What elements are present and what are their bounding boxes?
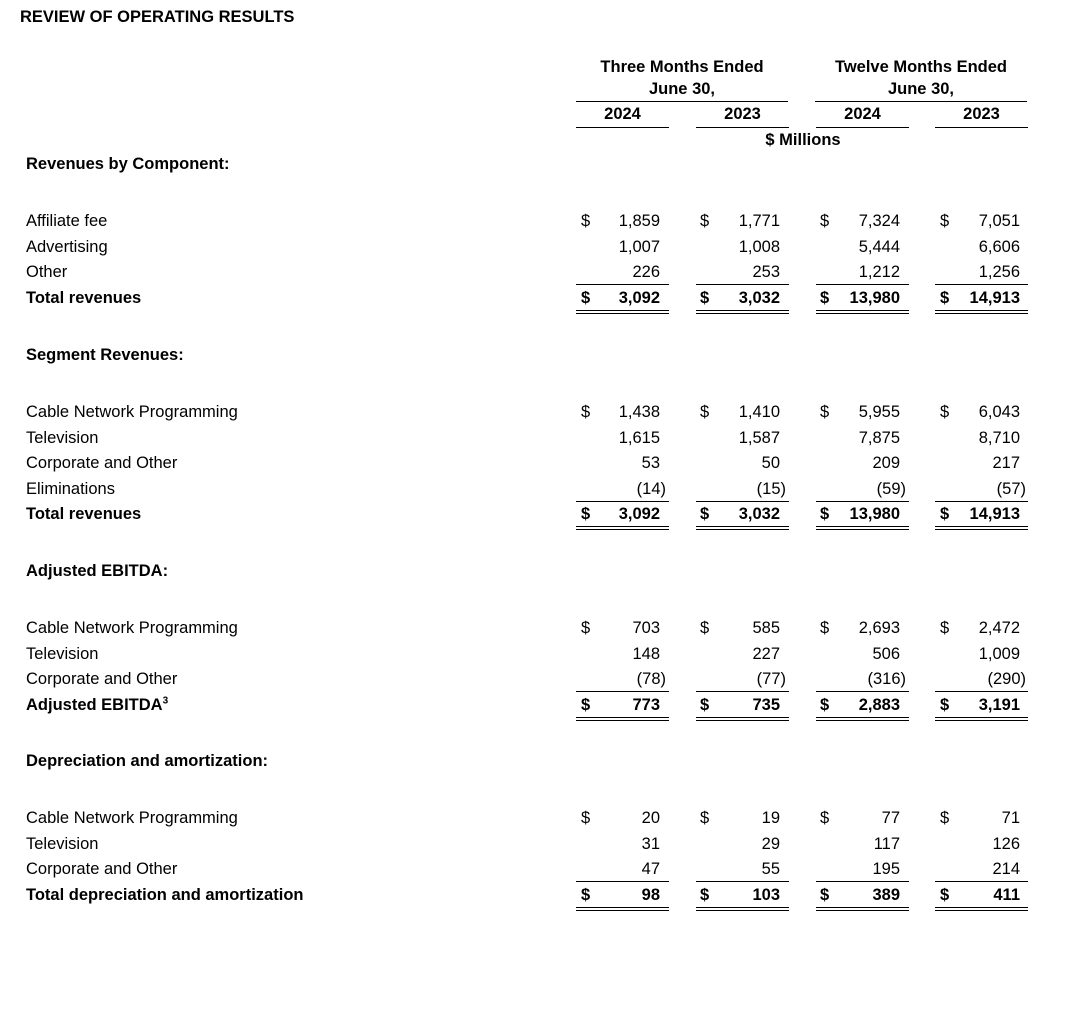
value-cell: 253 <box>752 263 780 281</box>
subtotal-rule <box>935 691 1028 692</box>
total-double-rule <box>576 310 669 314</box>
subtotal-rule <box>696 691 789 692</box>
twelve-months-header-line2: June 30, <box>887 80 955 98</box>
value-cell: 5,444 <box>858 238 900 256</box>
row-label-text: Total revenues <box>26 505 142 523</box>
currency-symbol: $ <box>581 403 591 421</box>
currency-symbol: $ <box>940 289 950 307</box>
value-cell: 389 <box>872 886 900 904</box>
currency-symbol: $ <box>820 696 830 714</box>
total-double-rule <box>576 526 669 530</box>
value-cell: 2,472 <box>978 619 1020 637</box>
value-cell: 1,410 <box>738 403 780 421</box>
subtotal-rule <box>816 284 909 285</box>
row-label-text: Total revenues <box>26 289 142 307</box>
currency-symbol: $ <box>700 505 710 523</box>
value-cell: 1,256 <box>978 263 1020 281</box>
row-label-text: Adjusted EBITDA <box>26 696 163 714</box>
subtotal-rule <box>696 284 789 285</box>
unit-label: $ Millions <box>765 131 841 149</box>
row-label <box>26 263 67 282</box>
value-cell: 8,710 <box>978 429 1020 447</box>
row-label <box>26 835 98 854</box>
subtotal-rule <box>935 881 1028 882</box>
twelve-months-header-rule <box>815 101 1027 102</box>
value-cell: 209 <box>872 454 900 472</box>
page-title: REVIEW OF OPERATING RESULTS <box>20 8 295 26</box>
row-label <box>26 429 98 448</box>
value-cell: 1,008 <box>738 238 780 256</box>
value-cell: 3,032 <box>738 289 780 307</box>
value-cell: (15) <box>756 480 786 498</box>
value-cell: 1,007 <box>618 238 660 256</box>
currency-symbol: $ <box>820 403 830 421</box>
subtotal-rule <box>816 691 909 692</box>
value-cell: 3,032 <box>738 505 780 523</box>
value-cell: 14,913 <box>969 289 1020 307</box>
row-label-text: Cable Network Programming <box>26 619 238 637</box>
value-cell: 103 <box>752 886 780 904</box>
total-double-rule <box>935 310 1028 314</box>
row-label <box>26 238 108 257</box>
value-cell: 47 <box>641 860 660 878</box>
section-title: Revenues by Component: <box>26 155 230 173</box>
currency-symbol: $ <box>820 886 830 904</box>
value-cell: (59) <box>876 480 906 498</box>
total-double-rule <box>696 907 789 911</box>
row-label-text: Corporate and Other <box>26 670 178 688</box>
value-cell: 55 <box>761 860 780 878</box>
value-cell: 6,043 <box>978 403 1020 421</box>
value-cell: 6,606 <box>978 238 1020 256</box>
value-cell: (14) <box>636 480 666 498</box>
value-cell: 13,980 <box>849 505 900 523</box>
row-label-text: Corporate and Other <box>26 454 178 472</box>
row-label-text: Advertising <box>26 238 108 256</box>
currency-symbol: $ <box>581 289 591 307</box>
value-cell: 5,955 <box>858 403 900 421</box>
year-header-col3: 2024 <box>844 105 881 123</box>
row-label-text: Television <box>26 645 99 663</box>
value-cell: 13,980 <box>849 289 900 307</box>
subtotal-rule <box>576 881 669 882</box>
value-cell: 195 <box>872 860 900 878</box>
currency-symbol: $ <box>581 886 591 904</box>
value-cell: 226 <box>632 263 660 281</box>
row-label <box>26 403 238 422</box>
currency-symbol: $ <box>700 619 710 637</box>
value-cell: (78) <box>636 670 666 688</box>
subtotal-rule <box>576 501 669 502</box>
row-label-text: Television <box>26 429 99 447</box>
currency-symbol: $ <box>581 505 591 523</box>
currency-symbol: $ <box>820 289 830 307</box>
currency-symbol: $ <box>700 403 710 421</box>
value-cell: 2,883 <box>858 696 900 714</box>
section-title: Depreciation and amortization: <box>26 752 269 770</box>
row-label <box>26 670 177 689</box>
value-cell: 20 <box>641 809 660 827</box>
currency-symbol: $ <box>581 619 591 637</box>
currency-symbol: $ <box>940 212 950 230</box>
total-double-rule <box>816 526 909 530</box>
total-double-rule <box>935 717 1028 721</box>
row-label <box>26 480 115 499</box>
value-cell: 148 <box>632 645 660 663</box>
currency-symbol: $ <box>700 809 710 827</box>
value-cell: 735 <box>752 696 780 714</box>
currency-symbol: $ <box>581 809 591 827</box>
currency-symbol: $ <box>940 619 950 637</box>
subtotal-rule <box>576 284 669 285</box>
subtotal-rule <box>935 501 1028 502</box>
total-double-rule <box>816 907 909 911</box>
year-rule-col1 <box>576 127 669 128</box>
total-double-rule <box>816 717 909 721</box>
currency-symbol: $ <box>700 696 710 714</box>
value-cell: (77) <box>756 670 786 688</box>
value-cell: (290) <box>987 670 1026 688</box>
currency-symbol: $ <box>700 886 710 904</box>
value-cell: 14,913 <box>969 505 1020 523</box>
value-cell: 53 <box>641 454 660 472</box>
value-cell: 77 <box>881 809 900 827</box>
value-cell: (316) <box>867 670 906 688</box>
year-header-col1: 2024 <box>604 105 641 123</box>
year-rule-col2 <box>696 127 789 128</box>
value-cell: 1,009 <box>978 645 1020 663</box>
subtotal-rule <box>816 881 909 882</box>
currency-symbol: $ <box>700 212 710 230</box>
value-cell: 411 <box>993 886 1020 904</box>
currency-symbol: $ <box>581 212 591 230</box>
value-cell: 1,212 <box>858 263 900 281</box>
total-double-rule <box>696 526 789 530</box>
row-label-text: Cable Network Programming <box>26 403 238 421</box>
total-double-rule <box>935 526 1028 530</box>
value-cell: 71 <box>1001 809 1020 827</box>
currency-symbol: $ <box>940 403 950 421</box>
three-months-header-line2: June 30, <box>648 80 716 98</box>
value-cell: 2,693 <box>858 619 900 637</box>
total-row-label <box>26 886 303 905</box>
value-cell: 1,615 <box>618 429 660 447</box>
row-label <box>26 454 177 473</box>
value-cell: 1,771 <box>738 212 780 230</box>
value-cell: 703 <box>632 619 660 637</box>
row-label <box>26 860 177 879</box>
three-months-header-rule <box>576 101 788 102</box>
currency-symbol: $ <box>700 289 710 307</box>
value-cell: 7,875 <box>858 429 900 447</box>
year-rule-col4 <box>935 127 1028 128</box>
row-label-text: Television <box>26 835 99 853</box>
value-cell: 50 <box>761 454 780 472</box>
year-rule-col3 <box>816 127 909 128</box>
value-cell: 506 <box>872 645 900 663</box>
value-cell: 3,092 <box>618 289 660 307</box>
row-label-text: Corporate and Other <box>26 860 178 878</box>
subtotal-rule <box>935 284 1028 285</box>
row-label-text: Affiliate fee <box>26 212 108 230</box>
total-double-rule <box>576 717 669 721</box>
value-cell: 585 <box>752 619 780 637</box>
value-cell: 3,092 <box>618 505 660 523</box>
value-cell: 217 <box>992 454 1020 472</box>
value-cell: 1,438 <box>618 403 660 421</box>
row-label-text: Eliminations <box>26 480 115 498</box>
value-cell: 214 <box>992 860 1020 878</box>
currency-symbol: $ <box>940 696 950 714</box>
year-header-col4: 2023 <box>963 105 1000 123</box>
subtotal-rule <box>816 501 909 502</box>
row-label <box>26 619 238 638</box>
value-cell: 1,587 <box>738 429 780 447</box>
value-cell: 31 <box>641 835 660 853</box>
value-cell: 98 <box>641 886 660 904</box>
subtotal-rule <box>696 501 789 502</box>
total-row-label <box>26 289 141 308</box>
total-row-label <box>26 505 141 524</box>
currency-symbol: $ <box>820 619 830 637</box>
total-double-rule <box>696 717 789 721</box>
currency-symbol: $ <box>820 809 830 827</box>
currency-symbol: $ <box>940 505 950 523</box>
currency-symbol: $ <box>820 212 830 230</box>
currency-symbol: $ <box>581 696 591 714</box>
value-cell: 773 <box>632 696 660 714</box>
subtotal-rule <box>576 691 669 692</box>
value-cell: 29 <box>761 835 780 853</box>
value-cell: 1,859 <box>618 212 660 230</box>
currency-symbol: $ <box>940 886 950 904</box>
three-months-header-line1: Three Months Ended <box>600 58 764 76</box>
year-header-col2: 2023 <box>724 105 761 123</box>
currency-symbol: $ <box>820 505 830 523</box>
row-label-text: Total depreciation and amortization <box>26 886 304 904</box>
row-label <box>26 645 98 664</box>
value-cell: 126 <box>992 835 1020 853</box>
currency-symbol: $ <box>940 809 950 827</box>
section-title: Adjusted EBITDA: <box>26 562 169 580</box>
total-double-rule <box>816 310 909 314</box>
footnote-marker: 3 <box>162 695 169 707</box>
subtotal-rule <box>696 881 789 882</box>
total-double-rule <box>576 907 669 911</box>
row-label-text: Cable Network Programming <box>26 809 238 827</box>
value-cell: 7,324 <box>858 212 900 230</box>
section-title: Segment Revenues: <box>26 346 184 364</box>
value-cell: (57) <box>996 480 1026 498</box>
row-label <box>26 212 107 231</box>
total-double-rule <box>696 310 789 314</box>
value-cell: 7,051 <box>978 212 1020 230</box>
row-label-text: Other <box>26 263 68 281</box>
value-cell: 117 <box>873 835 900 853</box>
value-cell: 19 <box>761 809 780 827</box>
total-row-label <box>26 696 168 715</box>
row-label <box>26 809 238 828</box>
twelve-months-header-line1: Twelve Months Ended <box>834 58 1008 76</box>
total-double-rule <box>935 907 1028 911</box>
value-cell: 3,191 <box>978 696 1020 714</box>
value-cell: 227 <box>752 645 780 663</box>
